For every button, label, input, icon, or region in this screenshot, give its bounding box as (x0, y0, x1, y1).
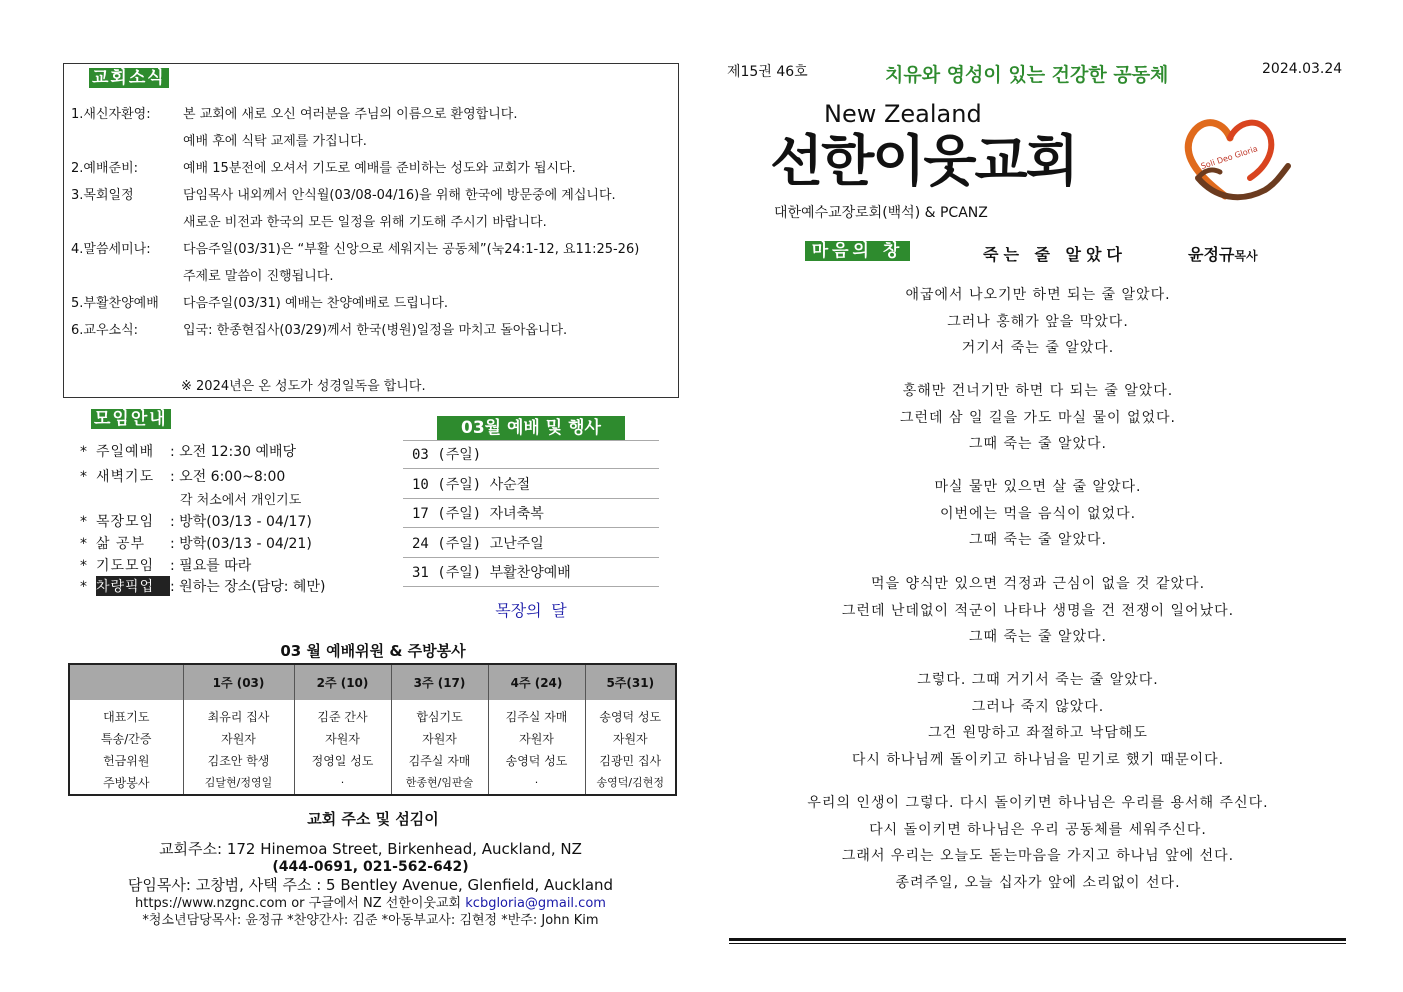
duty-column (391, 700, 488, 794)
duty-cell: 김달현/정영일 (204, 776, 273, 789)
poem-line: 애굽에서 나오기만 하면 되는 줄 알았다. (905, 287, 1171, 303)
poem-line: 그건 원망하고 좌절하고 낙담해도 (928, 725, 1148, 741)
poem-line: 그때 죽는 줄 알았다. (969, 436, 1107, 452)
duty-cell: 자원자 (422, 732, 457, 746)
announcement-item (63, 242, 679, 296)
duty-cell: 한종현/임판술 (405, 776, 474, 789)
address-line: 교회주소: 172 Hinemoa Street, Birkenhead, Auckland, NZ (159, 840, 582, 858)
email-link[interactable]: kcbgloria@gmail.com (465, 896, 606, 911)
announcement-label: 2.예배준비: (71, 161, 139, 176)
announcement-text: 예배 후에 식탁 교제를 가집니다. (183, 134, 367, 149)
poem-stanza (730, 282, 1346, 362)
poem-line: 우리의 인생이 그렇다. 다시 돌이키면 하나님은 우리를 용서해 주신다. (807, 795, 1269, 811)
meetings-title: 모임안내 (91, 409, 171, 429)
events-title: 03월 예배 및 행사 (437, 416, 625, 440)
announcement-text: 새로운 비전과 한국의 모든 일정을 위해 기도해 주시기 바랍니다. (183, 215, 547, 230)
heart-hands-icon (1170, 108, 1300, 208)
duty-cell: 대표기도 (103, 710, 150, 724)
motto: 치유와 영성이 있는 건강한 공동체 (885, 64, 1169, 86)
meeting-item (80, 489, 301, 508)
bullet-icon: * (80, 514, 87, 530)
duty-cell: 자원자 (519, 732, 554, 746)
announcement-text: 본 교회에 새로 오신 여러분을 주님의 이름으로 환영합니다. (183, 107, 518, 122)
announcement-text: 담임목사 내외께서 안식월(03/08-04/16)을 위해 한국에 방문중에 계십니다. (183, 188, 616, 203)
author-name: 윤정규 (1188, 245, 1235, 264)
meeting-item (80, 466, 285, 486)
announcements-note: ※ 2024년은 온 성도가 성경일독을 합니다. (181, 379, 426, 394)
poem-line: 그러나 죽지 않았다. (971, 698, 1105, 715)
duty-header-cell: 3주 (17) (391, 665, 488, 700)
poem-line: 종려주일, 오늘 십자가 앞에 소리없이 선다. (895, 874, 1181, 891)
announcement-item (63, 296, 679, 323)
announcement-item (63, 188, 679, 242)
duty-header-cell: 2주 (10) (294, 665, 391, 700)
events-footer: 목장의 달 (495, 601, 567, 620)
poem-line: 그래서 우리는 오늘도 돋는마음을 가지고 하나님 앞에 선다. (841, 848, 1235, 864)
country-label: New Zealand (824, 100, 982, 128)
duty-cell: 김광민 집사 (599, 754, 662, 768)
meeting-name: 주일예배 (96, 444, 155, 460)
duty-header-cell (70, 665, 183, 700)
pastor-line: 담임목사: 고창범, 사택 주소 : 5 Bentley Avenue, Glenfield, Auckland (127, 876, 614, 894)
announcement-item (63, 107, 679, 161)
address-title: 교회 주소 및 섬김이 (307, 810, 439, 828)
announcement-label: 3.목회일정 (71, 188, 134, 203)
meeting-name: 목장모임 (96, 514, 155, 530)
poem-stanza (730, 474, 1346, 554)
staff-line: *청소년담당목사: 윤정규 *찬양간사: 김준 *아동부교사: 김현정 *반주: John Kim (142, 913, 599, 928)
duty-header-cell: 5주(31) (585, 665, 675, 700)
phone-line: (444-0691, 021-562-642) (272, 859, 469, 875)
poem-line: 마실 물만 있으면 살 줄 알았다. (934, 479, 1142, 495)
announcement-label: 5.부활찬양예배 (71, 296, 159, 311)
duty-table (70, 665, 675, 794)
duty-header-cell: 1주 (03) (183, 665, 294, 700)
duty-column (183, 700, 294, 794)
bullet-icon: * (80, 579, 87, 595)
duty-cell: 송영덕 성도 (505, 754, 568, 768)
duty-column (70, 700, 183, 794)
poem-stanza (730, 667, 1346, 773)
duty-cell: 김주실 자매 (408, 754, 471, 768)
duty-cell: · (340, 776, 345, 789)
duty-column (488, 700, 585, 794)
meeting-value: : 필요를 따라 (170, 558, 252, 574)
poem-line: 홍해만 건너기만 하면 다 되는 줄 알았다. (902, 383, 1174, 399)
poem-line: 그런데 난데없이 적군이 나타나 생명을 건 전쟁이 일어났다. (841, 602, 1235, 619)
announcement-text: 입국: 한종현집사(03/29)께서 한국(병원)일정을 마치고 돌아옵니다. (183, 323, 568, 338)
announcement-item (63, 161, 679, 188)
bullet-icon: * (80, 444, 87, 460)
meeting-name: 기도모임 (96, 558, 155, 574)
issue-number: 제15권 46호 (727, 64, 808, 80)
column-author (1188, 242, 1258, 265)
poem-line: 다시 돌이키면 하나님은 우리 공동체를 세워주신다. (869, 821, 1207, 838)
address-block (68, 840, 673, 929)
poem-line: 그때 죽는 줄 알았다. (969, 629, 1107, 645)
duty-cell: 김주실 자매 (505, 710, 568, 724)
duty-cell: 정영일 성도 (311, 754, 374, 768)
meeting-item (80, 555, 251, 575)
column-tag: 마음의 창 (805, 241, 910, 261)
poem-line: 그런데 삼 일 길을 가도 마실 물이 없었다. (900, 409, 1176, 426)
duty-cell: · (534, 776, 539, 789)
announcement-label: 6.교우소식: (71, 323, 139, 338)
duty-cell: 김준 간사 (317, 710, 368, 724)
meeting-item (80, 511, 312, 531)
announcement-text: 다음주일(03/31) 예배는 찬양예배로 드립니다. (183, 296, 449, 311)
church-name: 선한이웃교회 (770, 129, 1077, 193)
duty-column (585, 700, 675, 794)
poem-line: 먹을 양식만 있으면 걱정과 근심이 없을 것 같았다. (870, 576, 1206, 592)
meeting-value: : 오전 6:00~8:00 (170, 469, 286, 485)
poem-stanza (730, 571, 1346, 651)
duty-table-frame (68, 663, 677, 796)
duty-header-cell: 4주 (24) (488, 665, 585, 700)
meeting-value: : 방학(03/13 - 04/21) (170, 536, 312, 552)
duty-column (294, 700, 391, 794)
poem-stanza (730, 378, 1346, 458)
bullet-icon: * (80, 469, 87, 485)
duty-cell: 자원자 (221, 732, 256, 746)
poem-line: 거기서 죽는 줄 알았다. (961, 340, 1115, 356)
duty-cell: 특송/간증 (101, 732, 152, 746)
meeting-name: 차량픽업 (96, 576, 170, 596)
duty-cell: 자원자 (612, 732, 648, 746)
duty-cell: 주방봉사 (103, 776, 150, 790)
logo-text: Soli Deo Gloria (1199, 144, 1259, 172)
announcement-text: 다음주일(03/31)은 “부활 신앙으로 세워지는 공동체”(눅24:1-12, 요11:25-26) (183, 242, 640, 257)
meeting-name: 새벽기도 (96, 469, 155, 485)
duty-cell: 김조안 학생 (207, 754, 270, 768)
web-line (68, 895, 673, 912)
poem-line: 그때 죽는 줄 알았다. (969, 532, 1107, 548)
announcement-label: 4.말씀세미나: (71, 242, 151, 257)
announcement-text: 예배 15분전에 오셔서 기도로 예배를 준비하는 성도와 교회가 됩시다. (183, 161, 576, 176)
event-row: 17 (주일) 자녀축복 (403, 500, 659, 528)
column-title: 죽는 줄 알았다 (983, 245, 1127, 264)
bullet-icon: * (80, 558, 87, 574)
bullet-icon: * (80, 536, 87, 552)
meeting-value: 각 처소에서 개인기도 (180, 493, 302, 508)
bulletin-date: 2024.03.24 (1262, 61, 1343, 77)
announcement-text: 주제로 말씀이 진행됩니다. (183, 269, 334, 284)
event-row: 03 (주일) (403, 441, 659, 469)
duty-cell: 합심기도 (416, 710, 463, 724)
duty-cell: 헌금위원 (103, 754, 150, 768)
announcement-label: 1.새신자환영: (71, 107, 151, 122)
affiliation: 대한예수교장로회(백석) & PCANZ (774, 205, 988, 221)
duty-cell: 송영덕/김현정 (596, 776, 664, 789)
poem-line: 그렇다. 그때 거기서 죽는 줄 알았다. (917, 672, 1159, 688)
poem-stanza (730, 790, 1346, 896)
poem-line: 다시 하나님께 돌이키고 하나님을 믿기로 했기 때문이다. (851, 751, 1225, 768)
duty-header-row (70, 665, 675, 700)
meeting-item (80, 441, 296, 461)
meeting-name: 삶 공부 (96, 536, 146, 552)
author-title: 목사 (1234, 249, 1258, 263)
bottom-rule-thin (729, 943, 1346, 944)
announcements-title: 교회소식 (89, 68, 169, 88)
bottom-rule-thick (729, 938, 1346, 941)
meeting-item (80, 533, 312, 553)
announcement-item (63, 323, 679, 350)
website-text: https://www.nzgnc.com or 구글에서 NZ 선한이웃교회 (135, 896, 462, 911)
poem-line: 그러나 홍해가 앞을 막았다. (947, 313, 1129, 330)
duty-body-row (70, 700, 675, 794)
meeting-item (80, 576, 325, 596)
duty-title: 03 월 예배위원 & 주방봉사 (280, 642, 466, 660)
event-row: 31 (주일) 부활찬양예배 (403, 559, 659, 587)
duty-cell: 송영덕 성도 (599, 710, 662, 724)
event-row: 10 (주일) 사순절 (403, 471, 659, 499)
church-logo (1170, 108, 1300, 208)
meeting-value: : 오전 12:30 예배당 (170, 444, 297, 460)
duty-cell: 최유리 집사 (207, 710, 270, 724)
meeting-value: : 방학(03/13 - 04/17) (170, 514, 312, 530)
poem-line: 이번에는 먹을 음식이 없었다. (939, 505, 1137, 522)
meeting-value: : 원하는 장소(담당: 혜만) (170, 579, 326, 595)
duty-cell: 자원자 (325, 732, 360, 746)
event-row: 24 (주일) 고난주일 (403, 530, 659, 558)
